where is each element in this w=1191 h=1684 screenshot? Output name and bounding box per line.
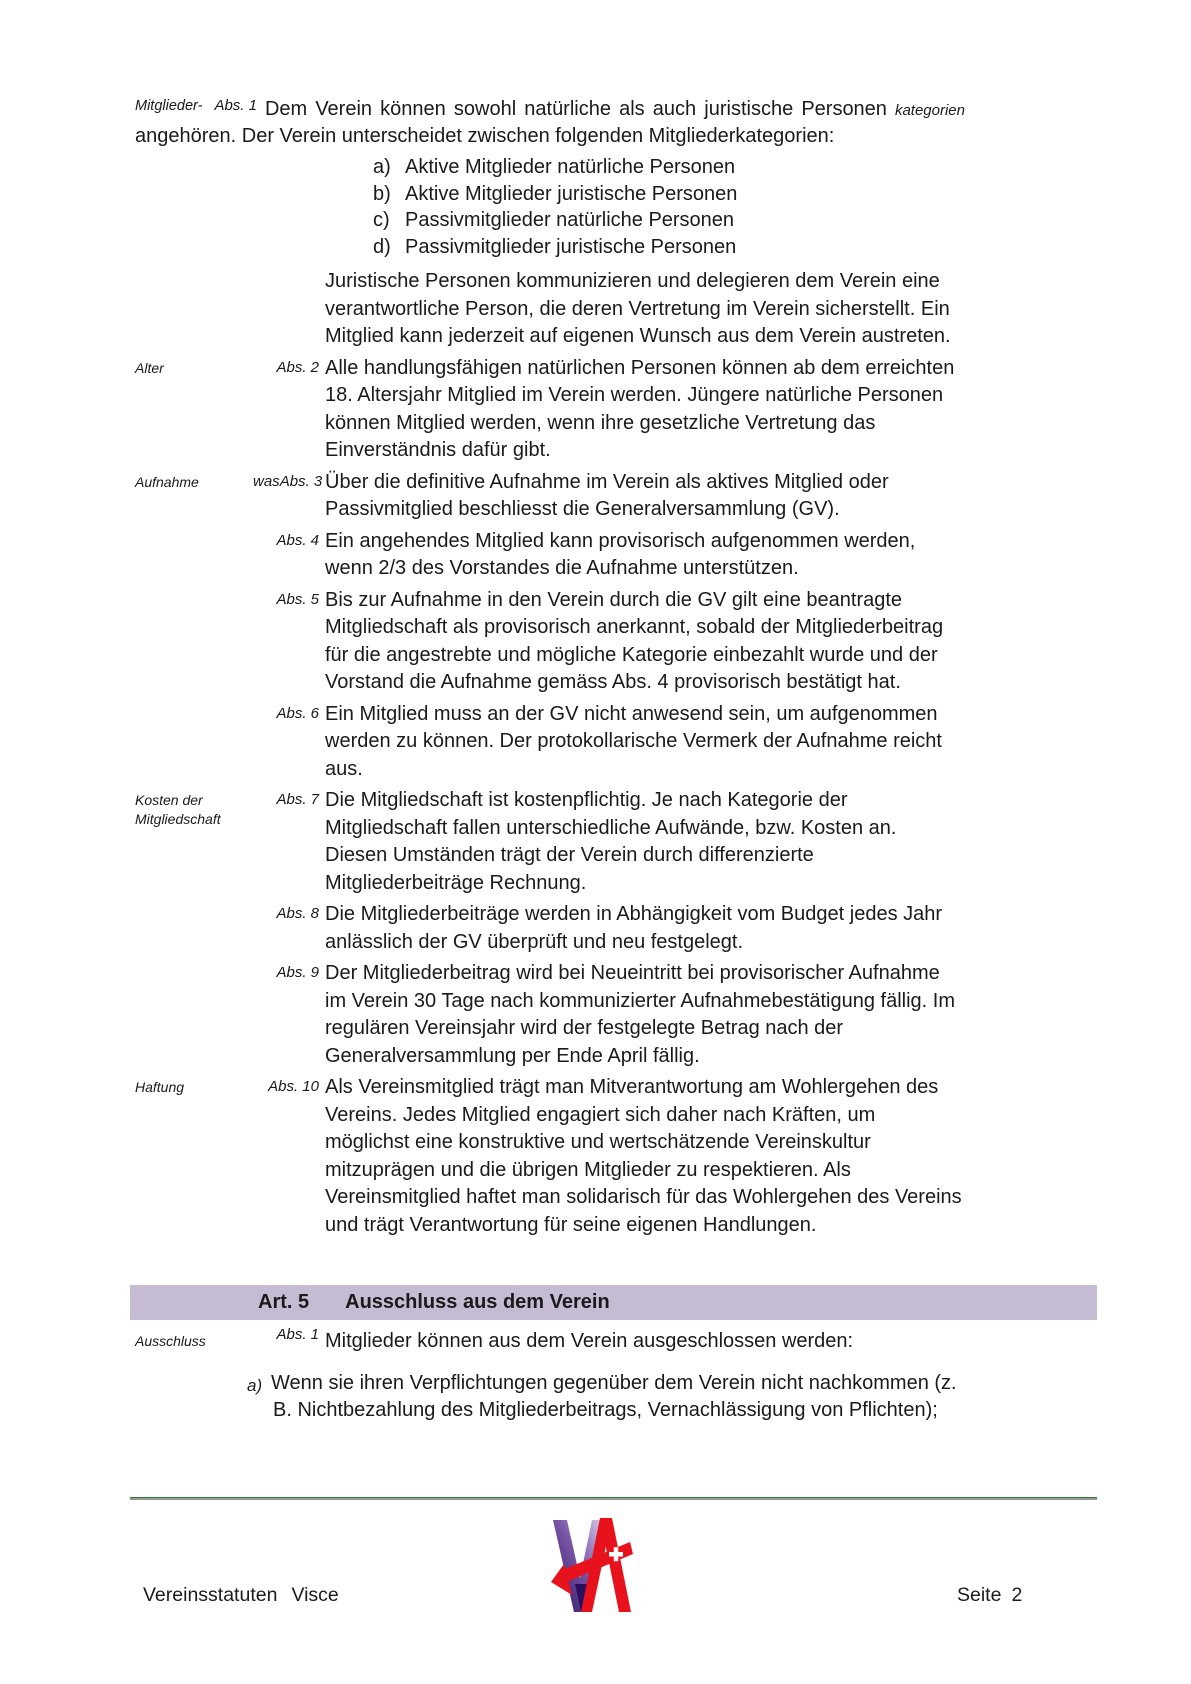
list-marker: c): [373, 209, 390, 231]
paragraph-row: [135, 528, 1101, 583]
margin-label: [135, 901, 253, 956]
article-number: Art. 5: [258, 1291, 310, 1313]
list-item: [135, 181, 1101, 208]
paragraph-text: Ein Mitglied muss an der GV nicht anwesend sein, um aufgenommen werden zu können. Der protokollarische Vermerk der Aufnahme reicht aus.: [325, 702, 942, 780]
footer-title-text: Vereinsstatuten: [143, 1584, 278, 1606]
list-item: [135, 154, 1101, 181]
abs-label: Abs. 8: [276, 905, 319, 922]
paragraph-row: [135, 587, 1101, 697]
margin-label-haftung: Haftung: [135, 1079, 185, 1095]
margin-label-aufnahme: Aufnahme: [135, 473, 199, 490]
paragraph-row: [135, 901, 1101, 956]
abs-label-1: Abs. 1: [214, 97, 257, 114]
paragraph-text: Der Mitgliederbeitrag wird bei Neueintritt bei provisorischer Aufnahme im Verein 30 Tage nach kommunizierter Aufnahmebestätigung fällig. Im regulären Vereinsjahr wird der festgelegte Betrag nach der Generalversammlung per Ende April fällig.: [325, 962, 955, 1067]
list-marker: a): [373, 156, 391, 178]
abs-label: [253, 268, 319, 351]
paragraph-text: Als Vereinsmitglied trägt man Mitverantwortung am Wohlergehen des Vereins. Jedes Mitglied engagiert sich daher nach Kräften, um möglichst eine konstruktive und wertschätzende Vereinskultur mitzuprägen und die übrigen Mitglieder zu respektieren. Als Vereinsmitglied haftet man solidarisch für das Wohlergehen des Vereins und trägt Verantwortung für seine eigenen Handlungen.: [325, 1076, 962, 1236]
list-item: [135, 234, 1101, 261]
paragraph-row: [135, 1074, 1101, 1239]
margin-label: [135, 960, 253, 1070]
paragraph-text: Über die definitive Aufnahme im Verein als aktives Mitglied oder Passivmitglied beschliesst die Generalversammlung (GV).: [325, 470, 889, 520]
paragraph-row: [135, 268, 1101, 351]
footer-document-title: [143, 1584, 339, 1607]
abs-label: Abs. 1: [276, 1326, 319, 1343]
list-item-text: Wenn sie ihren Verpflichtungen gegenüber dem Verein nicht nachkommen (z. B. Nichtbezahlung des Mitgliederbeitrags, Vernachlässigung von Pflichten);: [271, 1371, 957, 1421]
paragraph-row: [135, 787, 1101, 897]
intro-text-line1: Dem Verein können sowohl natürliche als auch juristische Personen: [264, 98, 887, 120]
margin-label-alter: Alter: [135, 359, 164, 376]
abs-label-text: Abs. 3: [279, 472, 323, 490]
list-item: [135, 207, 1101, 234]
abs-label: Abs. 10: [268, 1078, 319, 1095]
paragraph-text: Bis zur Aufnahme in den Verein durch die GV gilt eine beantragte Mitgliedschaft als provisorisch anerkannt, sobald der Mitgliederbeitrag für die angestrebte und mögliche Kategorie einbezahlt wurde und der Vorstand die Aufnahme gemäss Abs. 4 provisorisch bestätigt hat.: [325, 588, 944, 693]
abs-label: Abs. 2: [276, 358, 319, 376]
paragraph-text: Juristische Personen kommunizieren und delegieren dem Verein eine verantwortliche Person, die deren Vertretung im Verein sicherstellt. Ein Mitglied kann jederzeit auf eigenen Wunsch aus dem Verein austreten.: [325, 270, 951, 347]
paragraph-row: [135, 355, 1101, 465]
paragraph-row: [135, 469, 1101, 524]
list-item-text: Aktive Mitglieder juristische Personen: [405, 182, 738, 205]
list-item-text: Passivmitglieder natürliche Personen: [405, 209, 735, 231]
margin-label-kosten: Kosten der Mitgliedschaft: [135, 792, 221, 827]
club-logo: [551, 1518, 633, 1614]
paragraph-text: Alle handlungsfähigen natürlichen Personen können ab dem erreichten 18. Altersjahr Mitglied im Verein werden. Jüngere natürliche Personen können Mitglied werden, wenn ihre gesetzliche Vertretung das Einverständnis dafür gibt.: [325, 356, 955, 461]
intro-paragraph: [135, 96, 1101, 150]
paragraph-row: [135, 960, 1101, 1070]
paragraph-row: [135, 1328, 1101, 1356]
document-content: [135, 96, 1101, 1425]
intro-text-line2: angehören. Der Verein unterscheidet zwischen folgenden Mitgliederkategorien:: [135, 125, 835, 147]
page-number-value: 2: [1011, 1584, 1023, 1606]
paragraph-text: Die Mitgliederbeiträge werden in Abhängigkeit vom Budget jedes Jahr anlässlich der GV überprüft und neu festgelegt.: [325, 903, 943, 953]
footer-divider-line: [130, 1497, 1097, 1500]
abs-label: Abs. 4: [276, 531, 319, 549]
abs-label: Abs. 7: [276, 791, 319, 808]
list-marker: a): [247, 1375, 263, 1395]
paragraph-text: Ein angehendes Mitglied kann provisorisch aufgenommen werden, wenn 2/3 des Vorstandes die Aufnahme unterstützen.: [325, 529, 916, 579]
abs-label: Abs. 9: [276, 964, 319, 981]
article-title: Ausschluss aus dem Verein: [345, 1291, 610, 1313]
footer-page-number: [957, 1584, 1022, 1607]
margin-label-ausschluss: Ausschluss: [135, 1333, 206, 1349]
footer-title-partial: Visce: [291, 1584, 339, 1606]
list-item-text: Aktive Mitglieder natürliche Personen: [405, 156, 736, 178]
margin-label: [135, 528, 253, 583]
paragraph-row: [135, 701, 1101, 784]
paragraph-text: Mitglieder können aus dem Verein ausgeschlossen werden:: [325, 1330, 854, 1352]
list-item-text: Passivmitglieder juristische Personen: [405, 235, 737, 258]
abs-label: Abs. 6: [276, 704, 319, 722]
list-item: [135, 1370, 1101, 1425]
margin-label: [135, 701, 253, 784]
list-marker: d): [373, 235, 391, 258]
member-category-list: [135, 154, 1101, 260]
margin-label: [135, 268, 253, 351]
abs-label: Abs. 5: [276, 590, 319, 608]
page-label: Seite: [957, 1584, 1002, 1606]
paragraph-text: Die Mitgliedschaft ist kostenpflichtig. Je nach Kategorie der Mitgliedschaft fallen unterschiedliche Aufwände, bzw. Kosten an. Diesen Umständen trägt der Verein durch differenzierte Mitgliederbeiträge Rechnung.: [325, 789, 897, 894]
margin-label-overflow-kategorien: kategorien: [894, 102, 965, 119]
abs-prefix: was: [253, 472, 280, 490]
abs-label: [253, 469, 323, 524]
margin-label: [135, 587, 253, 697]
intro-line-1: [135, 96, 965, 123]
article-heading-band: [130, 1285, 1097, 1320]
margin-label-mitglieder: Mitglieder-: [135, 98, 203, 114]
list-marker: b): [373, 182, 391, 205]
